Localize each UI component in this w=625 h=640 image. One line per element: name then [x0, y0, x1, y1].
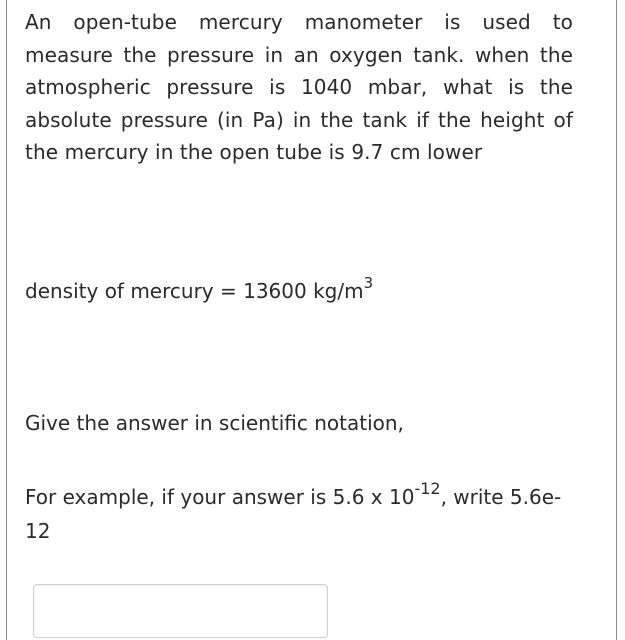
- instruction-text: Give the answer in scientific notation,: [25, 411, 404, 435]
- question-value: 9.7 cm lower: [351, 140, 483, 164]
- question-text-block: [25, 6, 573, 169]
- answer-input[interactable]: [33, 584, 328, 638]
- question-text: An open-tube mercury manometer is used to measure the pressure in an oxygen tank. when the atmospheric pressure is 1040 mbar, what is the absolute pressure (in Pa) in the tank if the height of the mercury in the open tube is: [25, 10, 573, 164]
- example-text: [25, 480, 581, 548]
- example-exponent: -12: [414, 479, 441, 499]
- density-text: density of mercury = 13600 kg/m: [25, 279, 364, 303]
- density-exponent: 3: [363, 274, 374, 293]
- question-panel: [6, 0, 617, 640]
- example-prefix: For example, if your answer is 5.6 x 10: [25, 485, 415, 509]
- density-line: [25, 275, 373, 307]
- question-content: [25, 6, 573, 169]
- example-suffix: , write 5.6e-12: [25, 485, 562, 543]
